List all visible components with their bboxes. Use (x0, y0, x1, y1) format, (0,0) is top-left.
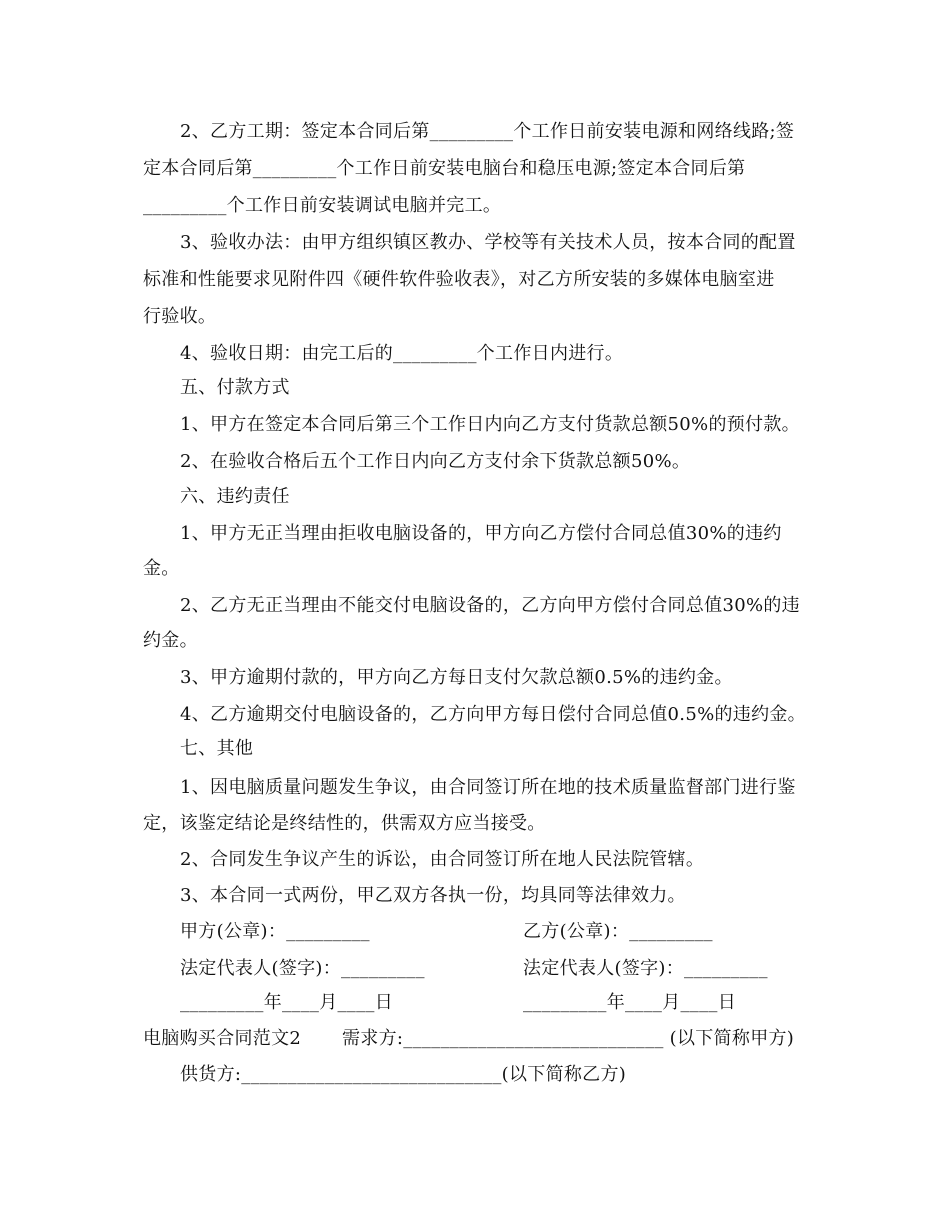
section-6-heading: 六、违约责任 (180, 486, 290, 507)
section-5-item-1: 1、甲方在签定本合同后第三个工作日内向乙方支付货款总额50%的预付款。 (180, 414, 800, 435)
clause-3-line-2: 标准和性能要求见附件四《硬件软件验收表》，对乙方所安装的多媒体电脑室进 (143, 269, 775, 290)
section-7-item-1-line-1: 1、因电脑质量问题发生争议，由合同签订所在地的技术质量监督部门进行鉴 (180, 777, 796, 798)
clause-4: 4、验收日期：由完工后的_________个工作日内进行。 (180, 343, 624, 364)
section-7-item-3: 3、本合同一式两份，甲乙双方各执一份，均具同等法律效力。 (180, 885, 686, 906)
clause-3-line-1: 3、验收办法：由甲方组织镇区教办、学校等有关技术人员，按本合同的配置 (180, 232, 796, 253)
clause-2-line-2: 定本合同后第_________个工作日前安装电脑台和稳压电源;签定本合同后第 (143, 158, 746, 179)
clause-3-line-3: 行验收。 (143, 306, 217, 327)
party-b-seal: 乙方(公章)：_________ (523, 921, 713, 942)
section-6-item-3: 3、甲方逾期付款的，甲方向乙方每日支付欠款总额0.5%的违约金。 (180, 667, 733, 688)
section-5-item-2: 2、在验收合格后五个工作日内向乙方支付余下货款总额50%。 (180, 451, 691, 472)
party-a-seal: 甲方(公章)：_________ (180, 921, 370, 942)
section-6-item-2-line-1: 2、乙方无正当理由不能交付电脑设备的，乙方向甲方偿付合同总值30%的违 (180, 595, 800, 616)
clause-2-line-1: 2、乙方工期：签定本合同后第_________个工作日前安装电源和网络线路;签 (180, 121, 795, 142)
clause-2-line-3: _________个工作日前安装调试电脑并完工。 (143, 195, 502, 216)
section-6-item-1-line-2: 金。 (143, 558, 180, 579)
next-contract-title: 电脑购买合同范文2 (143, 1028, 302, 1049)
party-a-representative: 法定代表人(签字)：_________ (180, 958, 425, 979)
section-6-item-2-line-2: 约金。 (143, 630, 198, 651)
section-5-heading: 五、付款方式 (180, 377, 290, 398)
next-contract-buyer: 需求方:____________________________ (以下简称甲方) (342, 1028, 795, 1049)
party-b-representative: 法定代表人(签字)：_________ (523, 958, 768, 979)
party-a-date: _________年____月____日 (180, 992, 393, 1013)
section-6-item-1-line-1: 1、甲方无正当理由拒收电脑设备的，甲方向乙方偿付合同总值30%的违约 (180, 523, 782, 544)
section-7-item-1-line-2: 定，该鉴定结论是终结性的，供需双方应当接受。 (143, 813, 546, 834)
party-b-date: _________年____月____日 (523, 992, 736, 1013)
next-contract-supplier: 供货方:____________________________(以下简称乙方) (180, 1064, 627, 1085)
section-6-item-4: 4、乙方逾期交付电脑设备的，乙方向甲方每日偿付合同总值0.5%的违约金。 (180, 704, 806, 725)
section-7-item-2: 2、合同发生争议产生的诉讼，由合同签订所在地人民法院管辖。 (180, 849, 705, 870)
section-7-heading: 七、其他 (180, 738, 254, 759)
